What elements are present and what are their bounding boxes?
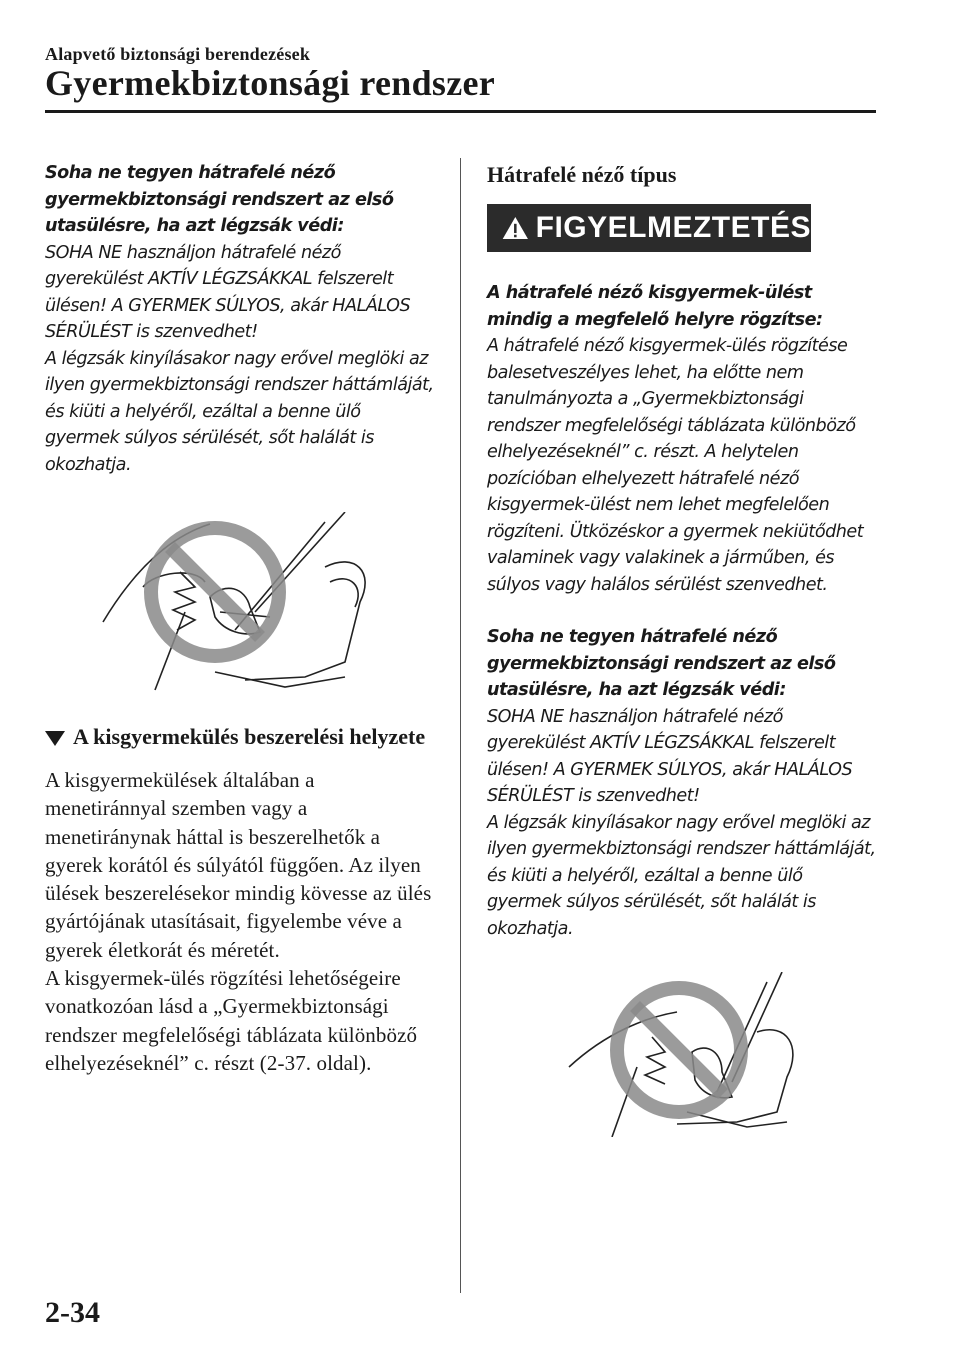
- triangle-bullet-icon: [45, 731, 65, 746]
- right-column: [487, 160, 877, 1137]
- left-column: [45, 160, 435, 1077]
- warning-paragraph: SOHA NE használjon hátrafelé néző gyerekülést AKTÍV LÉGZSÁKKAL felszerelt ülésen! A GYERMEK SÚLYOS, akár HALÁLOS SÉRÜLÉST is szenvedhet!: [487, 706, 853, 806]
- section-label: Alapvető biztonsági berendezések: [45, 44, 311, 64]
- warning-paragraph: A légzsák kinyílásakor nagy erővel meglöki az ilyen gyermekbiztonsági rendszer háttámláját, és kiüti a helyéről, ezáltal a benne ülő gyermek súlyos sérülését, sőt halálát is okozhatja.: [487, 812, 876, 939]
- warning-paragraph: A hátrafelé néző kisgyermek-ülés rögzítése balesetveszélyes lehet, ha előtte nem tanulmányozta a „Gyermekbiztonsági rendszer megfelelőségi táblázata különböző elhelyezéseknél” c. részt. A helytelen pozícióban elhelyezett hátrafelé néző kisgyermek-ülést nem lehet megfelelően rögzíteni. Ütközéskor a gyermek nekiütődhet valaminek vagy valakinek a járműben, és súlyos vagy halálos sérülést szenvedhet.: [487, 336, 864, 595]
- warning-banner: [487, 204, 811, 252]
- subsection-heading: Hátrafelé néző típus: [487, 162, 677, 187]
- warning-heading: Soha ne tegyen hátrafelé néző gyermekbiztonsági rendszert az első utasülésre, ha azt légzsák védi:: [45, 163, 394, 236]
- warning-paragraph: A légzsák kinyílásakor nagy erővel meglöki az ilyen gyermekbiztonsági rendszer háttámláját, és kiüti a helyéről, ezáltal a benne ülő gyermek súlyos sérülését, sőt halálát is okozhatja.: [45, 348, 434, 475]
- body-paragraph: A kisgyermekülések általában a menetiránnyal szemben vagy a menetiránynak háttal is beszerelhetők a gyerek korától és súlyától függően. Az ilyen ülések beszerelésekor mindig kövesse az ülés gyártójának utasításait, figyelembe véve a gyerek életkorát és méretét.: [45, 768, 432, 962]
- body-paragraph: A kisgyermek-ülés rögzítési lehetőségeire vonatkozóan lásd a „Gyermekbiztonsági rendszer megfelelőségi táblázata különböző elhelyezéseknél” c. részt (2-37. oldal).: [45, 966, 418, 1075]
- warning-heading: Soha ne tegyen hátrafelé néző gyermekbiztonsági rendszert az első utasülésre, ha azt légzsák védi:: [487, 627, 836, 700]
- header-rule: [45, 110, 876, 113]
- column-divider: [460, 158, 461, 1293]
- airbag-prohibition-illustration: [45, 512, 435, 702]
- warning-heading: A hátrafelé néző kisgyermek-ülést mindig a megfelelő helyre rögzítse:: [487, 283, 823, 330]
- page-title: Gyermekbiztonsági rendszer: [45, 63, 496, 103]
- airbag-prohibition-illustration: [487, 972, 877, 1137]
- prohibition-slash: [170, 547, 260, 637]
- page-number: 2-34: [45, 1296, 100, 1329]
- section-heading-text: A kisgyermekülés beszerelési helyzete: [73, 724, 426, 749]
- section-heading: [45, 722, 435, 752]
- warning-paragraph: SOHA NE használjon hátrafelé néző gyerekülést AKTÍV LÉGZSÁKKAL felszerelt ülésen! A GYERMEK SÚLYOS, akár HALÁLOS SÉRÜLÉST is szenvedhet!: [45, 242, 411, 342]
- warning-banner-label: FIGYELMEZTETÉS: [535, 211, 811, 244]
- warning-triangle-icon: [501, 213, 530, 243]
